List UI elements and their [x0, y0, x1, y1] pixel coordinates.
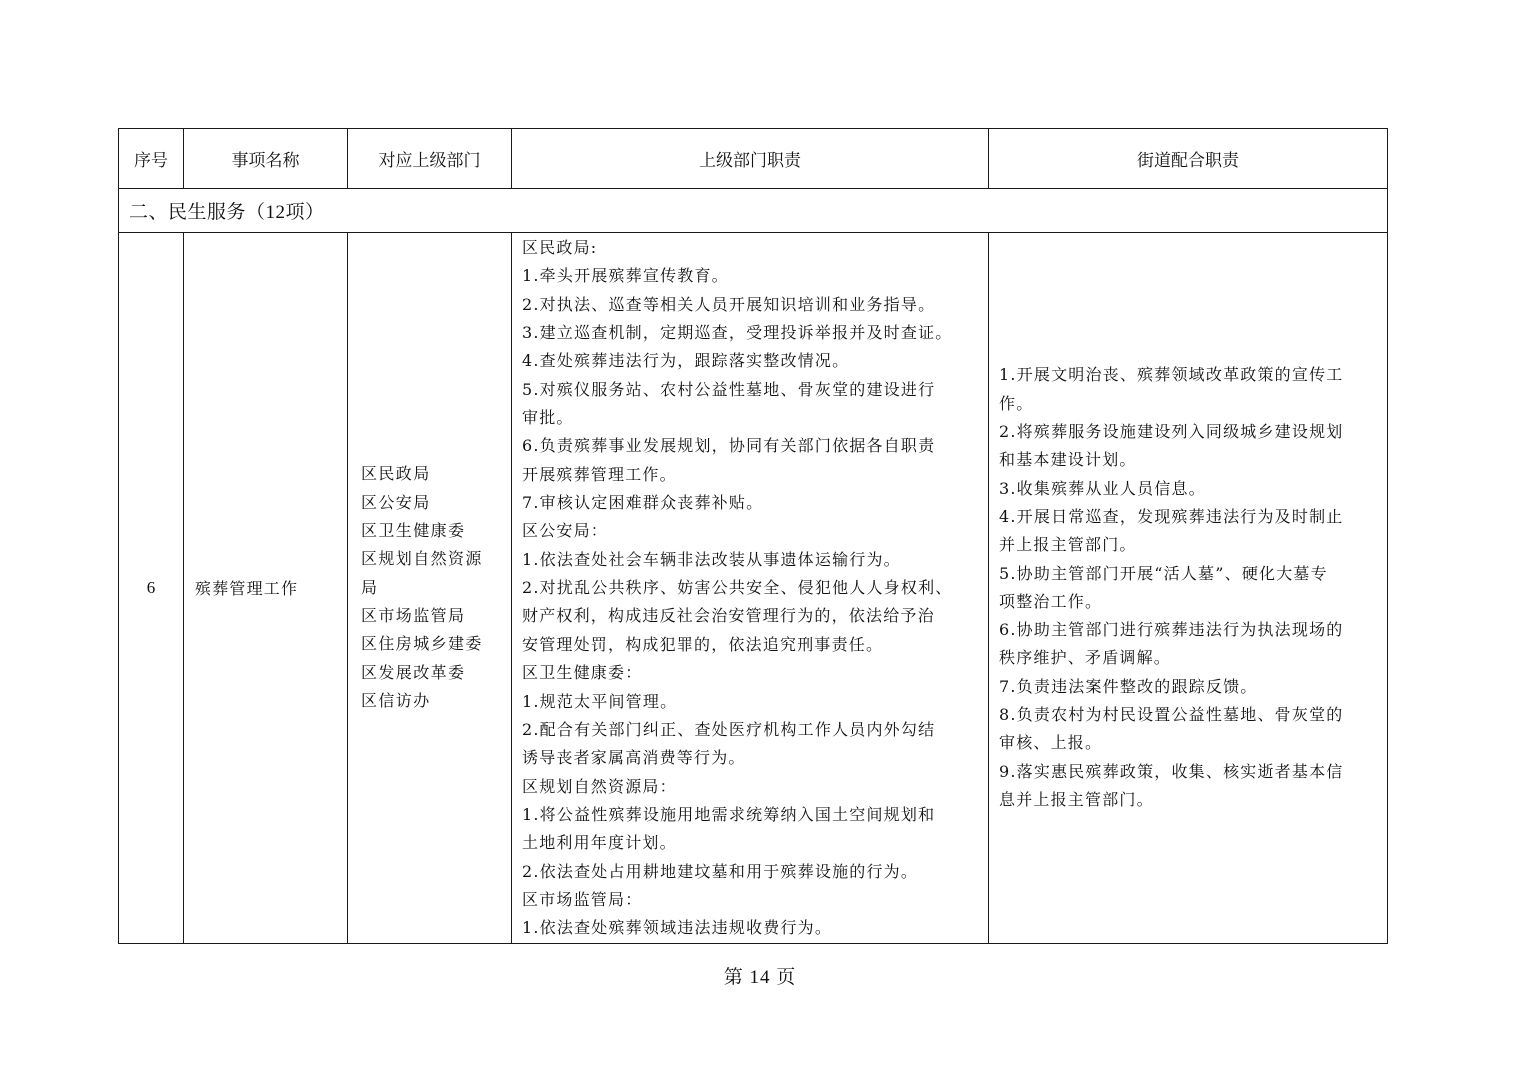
street-duty-line: 7.负责违法案件整改的跟踪反馈。: [999, 676, 1258, 696]
street-duty-line: 2.将殡葬服务设施建设列入同级城乡建设规划: [999, 422, 1344, 442]
duty-line: 2.对扰乱公共秩序、妨害公共安全、侵犯他人人身权利、: [522, 578, 953, 598]
duty-line: 1.牵头开展殡葬宣传教育。: [522, 266, 729, 286]
duty-line: 区卫生健康委：: [522, 663, 643, 683]
item-name: 殡葬管理工作: [184, 233, 348, 944]
duty-line: 开展殡葬管理工作。: [522, 464, 677, 484]
dept-item: 区发展改革委: [361, 662, 466, 682]
street-duty-line: 项整治工作。: [999, 591, 1103, 611]
dept-item: 区住房城乡建委: [361, 634, 483, 654]
street-duty-line: 1.开展文明治丧、殡葬领域改革政策的宣传工: [999, 365, 1344, 385]
street-duty-line: 作。: [999, 393, 1034, 413]
dept-list: [348, 233, 512, 944]
dept-item: 区公安局: [361, 492, 431, 512]
street-duty-line: 8.负责农村为村民设置公益性墓地、骨灰堂的: [999, 704, 1344, 724]
dept-item: 区信访办: [361, 690, 431, 710]
duty-line: 1.依法查处社会车辆非法改装从事遗体运输行为。: [522, 549, 901, 569]
street-duty-line: 5.协助主管部门开展“活人墓”、硬化大墓专: [999, 563, 1328, 583]
duty-line: 区规划自然资源局：: [522, 776, 677, 796]
street-duty-line: 秩序维护、矛盾调解。: [999, 648, 1172, 668]
duty-line: 2.配合有关部门纠正、查处医疗机构工作人员内外勾结: [522, 719, 936, 739]
street-duty-line: 并上报主管部门。: [999, 535, 1137, 555]
page-number: 第 14 页: [723, 967, 797, 988]
street-duty-line: 6.协助主管部门进行殡葬违法行为执法现场的: [999, 620, 1344, 640]
duty-line: 2.对执法、巡查等相关人员开展知识培训和业务指导。: [522, 294, 936, 314]
dept-item: 区市场监管局: [361, 605, 466, 625]
duty-line: 区公安局：: [522, 521, 609, 541]
duty-table: [118, 128, 1388, 944]
section-title-close: ）: [305, 201, 325, 223]
duty-line: 1.规范太平间管理。: [522, 691, 678, 711]
duty-line: 安管理处罚，构成犯罪的，依法追究刑事责任。: [522, 634, 884, 654]
dept-item: 区卫生健康委: [361, 521, 466, 541]
header-no: 序号: [119, 129, 184, 189]
dept-item: 局: [361, 577, 379, 597]
row-number: 6: [119, 233, 184, 944]
header-item-name: 事项名称: [184, 129, 348, 189]
duty-line: 4.查处殡葬违法行为，跟踪落实整改情况。: [522, 351, 850, 371]
duty-line: 土地利用年度计划。: [522, 833, 677, 853]
section-count: 12项: [265, 202, 306, 223]
dept-duty-cell: [512, 233, 989, 944]
duty-line: 诱导丧者家属高消费等行为。: [522, 748, 746, 768]
street-duty-line: 9.落实惠民殡葬政策，收集、核实逝者基本信: [999, 761, 1344, 781]
duty-line: 1.将公益性殡葬设施用地需求统筹纳入国土空间规划和: [522, 804, 936, 824]
duty-line: 7.审核认定困难群众丧葬补贴。: [522, 493, 764, 513]
duty-line: 6.负责殡葬事业发展规划，协同有关部门依据各自职责: [522, 436, 936, 456]
dept-item: 区民政局: [361, 464, 431, 484]
street-duty-line: 审核、上报。: [999, 733, 1103, 753]
duty-line: 区民政局:: [522, 238, 598, 257]
street-duty-line: 和基本建设计划。: [999, 450, 1137, 470]
duty-line: 1.依法查处殡葬领域违法违规收费行为。: [522, 918, 833, 938]
street-duty-line: 息并上报主管部门。: [999, 789, 1154, 809]
header-street-duty: 街道配合职责: [989, 129, 1388, 189]
header-row: [119, 129, 1388, 189]
duty-line: 审批。: [522, 408, 574, 428]
table-row: [119, 233, 1388, 944]
header-dept-duty: 上级部门职责: [512, 129, 989, 189]
section-title: [119, 189, 1388, 233]
duty-line: 财产权利，构成违反社会治安管理行为的，依法给予治: [522, 606, 935, 626]
duty-line: 2.依法查处占用耕地建坟墓和用于殡葬设施的行为。: [522, 861, 919, 881]
street-duty-cell: [989, 233, 1388, 944]
street-duty-line: 4.开展日常巡查，发现殡葬违法行为及时制止: [999, 506, 1344, 526]
street-duty-line: 3.收集殡葬从业人员信息。: [999, 478, 1206, 498]
header-dept: 对应上级部门: [348, 129, 512, 189]
duty-line: 3.建立巡查机制，定期巡查，受理投诉举报并及时查证。: [522, 323, 953, 343]
section-title-text: 二、民生服务（: [129, 201, 266, 223]
section-row: [119, 189, 1388, 233]
dept-item: 区规划自然资源: [361, 549, 483, 569]
duty-line: 5.对殡仪服务站、农村公益性墓地、骨灰堂的建设进行: [522, 379, 936, 399]
duty-line: 区市场监管局：: [522, 889, 643, 909]
